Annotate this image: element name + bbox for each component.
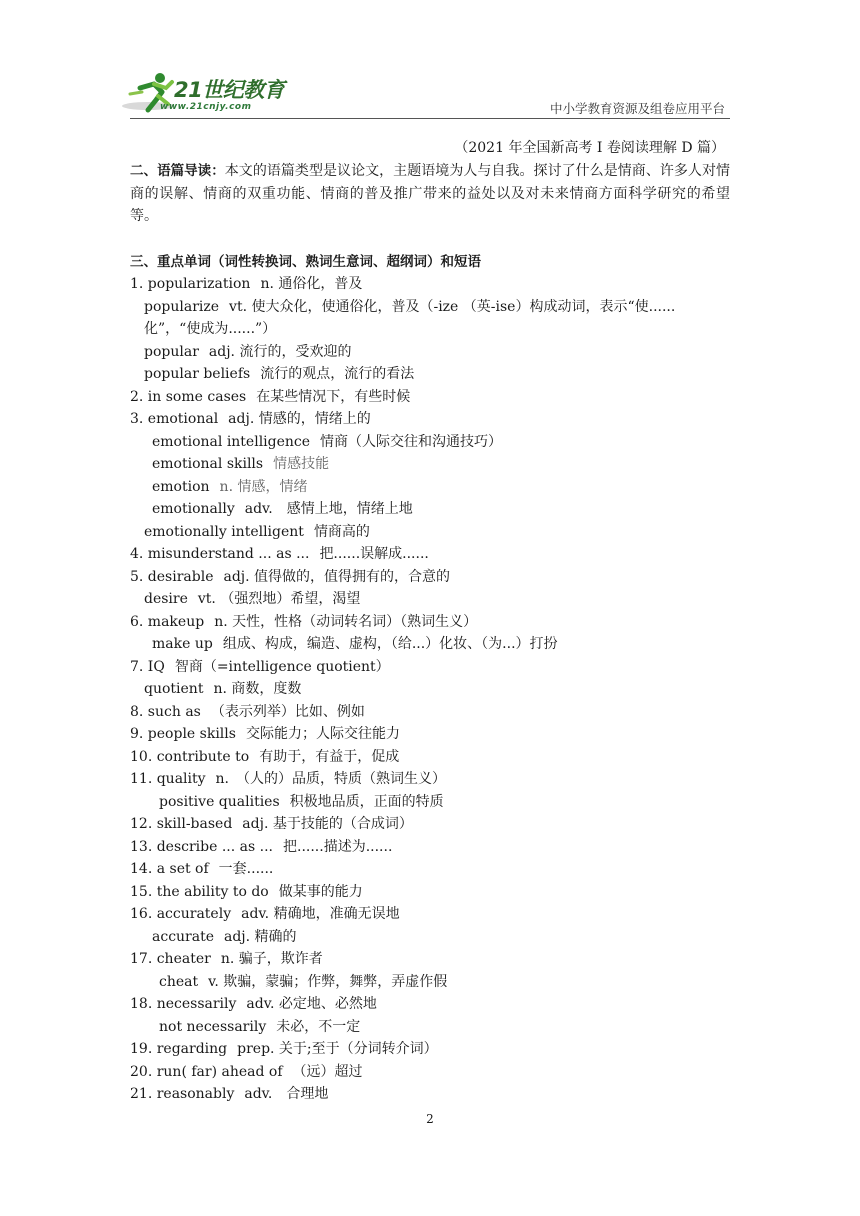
- vocab-item: [130, 1061, 730, 1084]
- vocab-item: [130, 701, 730, 724]
- vocab-term: not necessarily: [159, 1018, 267, 1035]
- vocab-term: 17. cheater: [130, 951, 211, 967]
- vocab-item: [130, 656, 730, 679]
- vocab-item: [130, 341, 730, 364]
- logo-text: 21世纪教育: [174, 78, 285, 102]
- vocab-item: [130, 746, 730, 769]
- vocab-definition: 把......描述为......: [283, 838, 393, 855]
- vocab-term: popular beliefs: [144, 366, 251, 382]
- vocab-item: [130, 296, 730, 341]
- vocab-definition: 把......误解成......: [319, 546, 429, 562]
- vocab-term: 13. describe ... as ...: [130, 838, 273, 855]
- vocab-term: emotion: [152, 478, 210, 495]
- vocab-definition: （远）超过: [292, 1063, 363, 1080]
- vocab-definition: n. 骗子，欺诈者: [220, 951, 323, 967]
- vocab-term: 6. makeup: [130, 613, 205, 630]
- vocab-definition: 情感技能: [273, 456, 330, 472]
- vocab-definition: n. （人的）品质，特质（熟词生义）: [215, 771, 446, 787]
- vocab-item: [130, 858, 730, 881]
- vocab-item: [130, 881, 730, 904]
- header-divider: [130, 118, 730, 119]
- vocab-item: [130, 521, 730, 544]
- vocab-term: emotional intelligence: [152, 433, 311, 450]
- vocab-term: 11. quality: [130, 771, 206, 787]
- vocab-term: 12. skill-based: [130, 816, 233, 832]
- vocab-section-title: 三、重点单词（词性转换词、熟词生意词、超纲词）和短语: [130, 253, 481, 270]
- logo: [122, 70, 302, 120]
- vocab-item: [130, 408, 730, 431]
- vocab-item: [130, 476, 730, 499]
- vocab-item: [130, 543, 730, 566]
- vocab-item: [130, 768, 730, 791]
- vocab-item: [130, 926, 730, 949]
- vocab-definition: 积极地品质，正面的特质: [289, 793, 444, 810]
- vocab-definition: 组成、构成，编造、虚构，（给...）化妆、（为...）打扮: [222, 636, 558, 652]
- vocab-definition: n. 商数，度数: [213, 681, 302, 697]
- vocab-term: make up: [152, 636, 213, 652]
- logo-url: www.21cnjy.com: [160, 102, 252, 112]
- vocab-definition: adj. 精确的: [224, 928, 297, 945]
- vocab-term: emotional skills: [152, 456, 264, 472]
- vocab-item: [130, 948, 730, 971]
- vocab-term: 8. such as: [130, 703, 201, 720]
- vocab-item: [130, 791, 730, 814]
- vocab-term: cheat: [159, 973, 199, 990]
- vocab-term: emotionally intelligent: [144, 523, 304, 540]
- vocab-item: [130, 363, 730, 386]
- vocab-term: accurate: [152, 928, 214, 945]
- vocab-term: 3. emotional: [130, 411, 219, 427]
- vocab-definition: n. 天性，性格（动词转名词）（熟词生义）: [214, 613, 478, 630]
- vocab-item: [130, 588, 730, 611]
- source-citation: （2021 年全国新高考 I 卷阅读理解 D 篇）: [454, 140, 725, 156]
- vocab-term: 14. a set of: [130, 861, 209, 877]
- vocab-term: 4. misunderstand ... as ...: [130, 546, 310, 562]
- vocab-definition: 有助于，有益于，促成: [259, 748, 400, 765]
- vocab-item: [130, 498, 730, 521]
- vocab-term: 16. accurately: [130, 906, 232, 922]
- vocab-term: 20. run( far) ahead of: [130, 1063, 283, 1080]
- vocab-definition: adv. 合理地: [244, 1086, 329, 1102]
- vocab-term: 5. desirable: [130, 568, 214, 585]
- vocab-definition: 流行的观点，流行的看法: [260, 366, 415, 382]
- vocab-definition: 情商（人际交往和沟通技巧）: [320, 433, 503, 450]
- vocab-item: [130, 453, 730, 476]
- vocab-definition: adv. 感情上地，情绪上地: [244, 501, 413, 517]
- vocab-term: quotient: [144, 681, 204, 697]
- vocab-term: 7. IQ: [130, 658, 165, 675]
- vocab-term: 18. necessarily: [130, 996, 237, 1012]
- intro-text: 本文的语篇类型是议论文，主题语境为人与自我。探讨了什么是情商、许多人对情商的误解、情商的双重功能、情商的普及推广带来的益处以及对未来情商方面科学研究的希望等。: [130, 163, 730, 224]
- platform-name: 中小学教育资源及组卷应用平台: [549, 101, 725, 116]
- vocab-term: 15. the ability to do: [130, 883, 269, 900]
- vocab-definition: adv. 必定地、必然地: [246, 996, 377, 1012]
- page-number: 2: [426, 1112, 434, 1126]
- vocab-term: 19. regarding: [130, 1041, 228, 1057]
- intro-label: 二、语篇导读：: [130, 163, 225, 179]
- main-content: [130, 160, 730, 1106]
- vocab-definition: adj. 情感的，情绪上的: [228, 411, 371, 427]
- vocab-item: [130, 723, 730, 746]
- vocab-definition: 智商（=intelligence quotient）: [174, 658, 390, 675]
- vocab-definition: 做某事的能力: [278, 883, 363, 900]
- vocab-definition: adj. 基于技能的（合成词）: [242, 816, 413, 832]
- vocab-definition: （表示列举）比如、例如: [210, 703, 365, 720]
- vocab-item: [130, 1083, 730, 1106]
- vocab-term: popularize: [144, 298, 220, 315]
- vocab-item: [130, 971, 730, 994]
- vocab-definition: vt. 使大众化，使通俗化，普及（-ize （英-ise）构成动词，表示“使......化”，“使成为......”）: [144, 298, 676, 337]
- vocab-item: [130, 903, 730, 926]
- vocab-item: [130, 386, 730, 409]
- vocab-definition: v. 欺骗，蒙骗；作弊，舞弊，弄虚作假: [208, 973, 448, 990]
- vocab-definition: 情商高的: [313, 523, 370, 540]
- vocab-term: desire: [144, 591, 188, 607]
- vocab-item: [130, 431, 730, 454]
- vocab-term: 1. popularization: [130, 276, 251, 292]
- vocab-item: [130, 678, 730, 701]
- vocab-term: emotionally: [152, 501, 235, 517]
- vocab-definition: adj. 流行的，受欢迎的: [208, 343, 352, 360]
- vocab-item: [130, 993, 730, 1016]
- vocab-list: [130, 273, 730, 1106]
- vocab-term: 10. contribute to: [130, 748, 250, 765]
- vocab-definition: 在某些情况下，有些时候: [256, 388, 411, 405]
- vocab-term: popular: [144, 343, 199, 360]
- vocab-definition: adj. 值得做的，值得拥有的，合意的: [223, 568, 451, 585]
- intro-paragraph: [130, 160, 730, 228]
- vocab-definition: adv. 精确地，准确无误地: [241, 906, 400, 922]
- vocab-item: [130, 566, 730, 589]
- vocab-item: [130, 836, 730, 859]
- vocab-definition: 一套......: [218, 861, 274, 877]
- vocab-item: [130, 611, 730, 634]
- vocab-definition: n. 情感，情绪: [219, 478, 308, 495]
- vocab-definition: 交际能力；人际交往能力: [245, 726, 400, 742]
- vocab-item: [130, 273, 730, 296]
- vocab-term: 21. reasonably: [130, 1086, 235, 1102]
- vocab-item: [130, 633, 730, 656]
- vocab-definition: n. 通俗化，普及: [260, 276, 363, 292]
- vocab-item: [130, 813, 730, 836]
- vocab-item: [130, 1038, 730, 1061]
- vocab-term: 2. in some cases: [130, 388, 247, 405]
- vocab-term: positive qualities: [159, 793, 280, 810]
- vocab-definition: prep. 关于;至于（分词转介词）: [237, 1041, 438, 1057]
- vocab-item: [130, 1016, 730, 1039]
- vocab-term: 9. people skills: [130, 726, 236, 742]
- vocab-definition: vt. （强烈地）希望，渴望: [197, 591, 361, 607]
- vocab-definition: 未必，不一定: [276, 1018, 361, 1035]
